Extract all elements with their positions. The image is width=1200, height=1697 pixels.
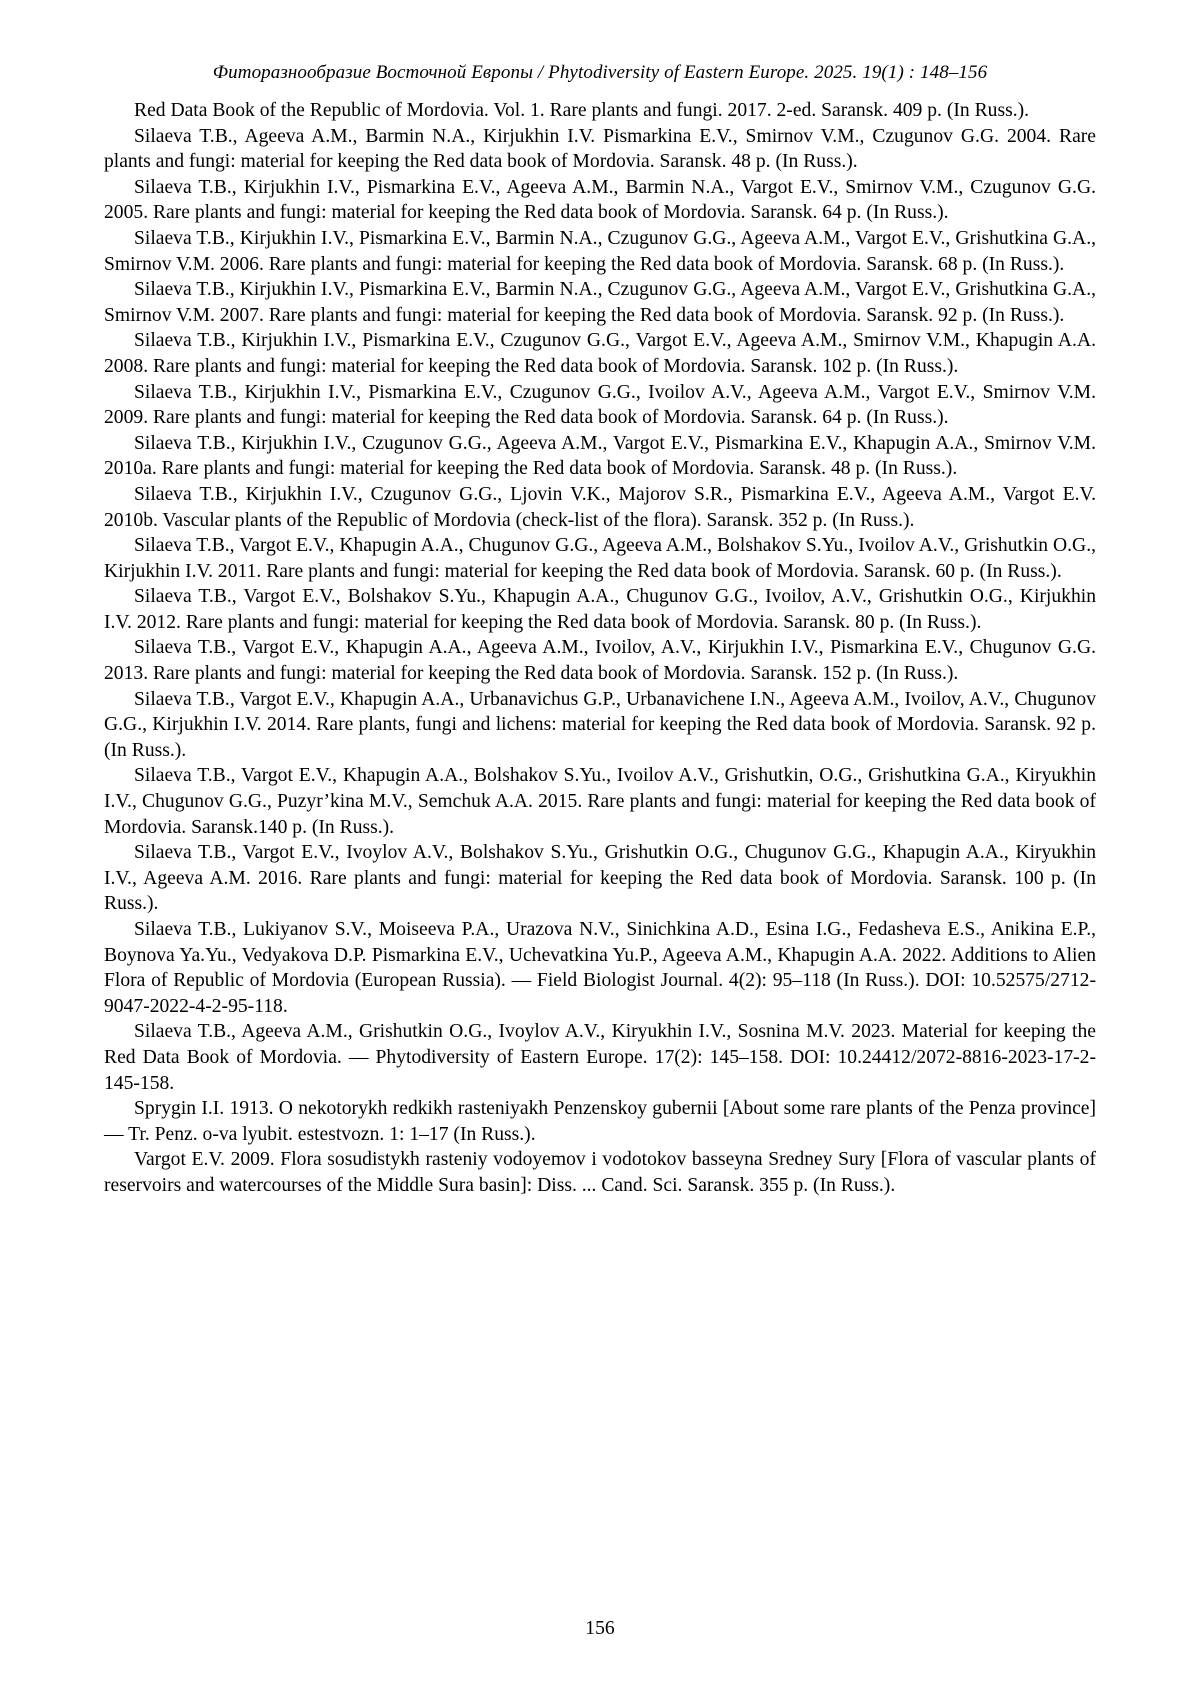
reference-item: Silaeva T.B., Kirjukhin I.V., Pismarkina E.V., Barmin N.A., Czugunov G.G., Ageeva A.M., Vargot E.V., Grishutkina G.A., Smirnov V.M. 2006. Rare plants and fungi: material for keeping the Red data book of Mordovia. Saransk. 68 p. (In Russ.). bbox=[104, 227, 1096, 275]
journal-running-header: Фиторазнообразие Восточной Европы / Phytodiversity of Eastern Europe. 2025. 19(1) : 148–156 bbox=[212, 62, 988, 83]
references-list bbox=[104, 98, 1096, 1199]
reference-item: Silaeva T.B., Vargot E.V., Bolshakov S.Yu., Khapugin A.A., Chugunov G.G., Ivoilov, A.V., Grishutkin O.G., Kirjukhin I.V. 2012. Rare plants and fungi: material for keeping the Red data book of Mordovia. Saransk. 80 p. (In Russ.). bbox=[104, 586, 1096, 633]
reference-item: Silaeva T.B., Ageeva A.M., Grishutkin O.G., Ivoylov A.V., Kiryukhin I.V., Sosnina M.V. 2023. Material for keeping the Red Data Book of Mordovia. — Phytodiversity of Eastern Europe. 17(2): 145–158. DOI: 10.24412/2072-8816-2023-17-2-145-158. bbox=[104, 1021, 1096, 1094]
reference-item: Silaeva T.B., Kirjukhin I.V., Pismarkina E.V., Ageeva A.M., Barmin N.A., Vargot E.V., Smirnov V.M., Czugunov G.G. 2005. Rare plants and fungi: material for keeping the Red data book of Mordovia. Saransk. 64 p. (In Russ.). bbox=[104, 176, 1096, 224]
reference-item: Silaeva T.B., Vargot E.V., Khapugin A.A., Ageeva A.M., Ivoilov, A.V., Kirjukhin I.V., Pismarkina E.V., Chugunov G.G. 2013. Rare plants and fungi: material for keeping the Red data book of Mordovia. Saransk. 152 p. (In Russ.). bbox=[104, 637, 1096, 685]
reference-item: Silaeva T.B., Kirjukhin I.V., Czugunov G.G., Ageeva A.M., Vargot E.V., Pismarkina E.V., Khapugin A.A., Smirnov V.M. 2010a. Rare plants and fungi: material for keeping the Red data book of Mordovia. Saransk. 48 p. (In Russ.). bbox=[104, 432, 1096, 480]
reference-item: Silaeva T.B., Vargot E.V., Khapugin A.A., Chugunov G.G., Ageeva A.M., Bolshakov S.Yu., Ivoilov A.V., Grishutkin O.G., Kirjukhin I.V. 2011. Rare plants and fungi: material for keeping the Red data book of Mordovia. Saransk. 60 p. (In Russ.). bbox=[104, 535, 1096, 582]
reference-item: Silaeva T.B., Vargot E.V., Khapugin A.A., Bolshakov S.Yu., Ivoilov A.V., Grishutkin, O.G., Grishutkina G.A., Kiryukhin I.V., Chugunov G.G., Puzyr’kina M.V., Semchuk A.A. 2015. Rare plants and fungi: material for keeping the Red data book of Mordovia. Saransk.140 p. (In Russ.). bbox=[104, 765, 1096, 838]
reference-item: Silaeva T.B., Vargot E.V., Ivoylov A.V., Bolshakov S.Yu., Grishutkin O.G., Chugunov G.G., Khapugin A.A., Kiryukhin I.V., Ageeva A.M. 2016. Rare plants and fungi: material for keeping the Red data book of Mordovia. Saransk. 100 p. (In Russ.). bbox=[104, 842, 1096, 915]
reference-item: Silaeva T.B., Vargot E.V., Khapugin A.A., Urbanavichus G.P., Urbanavichene I.N., Ageeva A.M., Ivoilov, A.V., Chugunov G.G., Kirjukhin I.V. 2014. Rare plants, fungi and lichens: material for keeping the Red data book of Mordovia. Saransk. 92 p. (In Russ.). bbox=[104, 688, 1096, 761]
reference-item: Vargot E.V. 2009. Flora sosudistykh rasteniy vodoyemov i vodotokov basseyna Sredney Sury [Flora of vascular plants of reservoirs and watercourses of the Middle Sura basin]: Diss. ... Cand. Sci. Saransk. 355 p. (In Russ.). bbox=[104, 1149, 1096, 1196]
reference-item: Silaeva T.B., Kirjukhin I.V., Pismarkina E.V., Barmin N.A., Czugunov G.G., Ageeva A.M., Vargot E.V., Grishutkina G.A., Smirnov V.M. 2007. Rare plants and fungi: material for keeping the Red data book of Mordovia. Saransk. 92 p. (In Russ.). bbox=[104, 279, 1096, 326]
reference-item: Silaeva T.B., Kirjukhin I.V., Pismarkina E.V., Czugunov G.G., Vargot E.V., Ageeva A.M., Smirnov V.M., Khapugin A.A. 2008. Rare plants and fungi: material for keeping the Red data book of Mordovia. Saransk. 102 p. (In Russ.). bbox=[104, 330, 1096, 377]
reference-item: Silaeva T.B., Kirjukhin I.V., Czugunov G.G., Ljovin V.K., Majorov S.R., Pismarkina E.V., Ageeva A.M., Vargot E.V. 2010b. Vascular plants of the Republic of Mordovia (check-list of the flora). Saransk. 352 p. (In Russ.). bbox=[104, 483, 1096, 531]
reference-item: Sprygin I.I. 1913. O nekotorykh redkikh rasteniyakh Penzenskoy gubernii [About some rare plants of the Penza province] — Tr. Penz. o-va lyubit. estestvozn. 1: 1–17 (In Russ.). bbox=[104, 1098, 1096, 1145]
page-number: 156 bbox=[585, 1618, 615, 1639]
reference-item: Silaeva T.B., Lukiyanov S.V., Moiseeva P.A., Urazova N.V., Sinichkina A.D., Esina I.G., Fedasheva E.S., Anikina E.P., Boynova Ya.Yu., Vedyakova D.P. Pismarkina E.V., Uchevatkina Yu.P., Ageeva A.M., Khapugin A.A. 2022. Additions to Alien Flora of Republic of Mordovia (European Russia). — Field Biologist Journal. 4(2): 95–118 (In Russ.). DOI: 10.52575/2712-9047-2022-4-2-95-118. bbox=[104, 919, 1096, 1017]
reference-item: Silaeva T.B., Kirjukhin I.V., Pismarkina E.V., Czugunov G.G., Ivoilov A.V., Ageeva A.M., Vargot E.V., Smirnov V.M. 2009. Rare plants and fungi: material for keeping the Red data book of Mordovia. Saransk. 64 p. (In Russ.). bbox=[104, 381, 1096, 429]
reference-item: Red Data Book of the Republic of Mordovia. Vol. 1. Rare plants and fungi. 2017. 2-ed. Saransk. 409 p. (In Russ.). bbox=[134, 100, 1030, 121]
reference-item: Silaeva T.B., Ageeva A.M., Barmin N.A., Kirjukhin I.V. Pismarkina E.V., Smirnov V.M., Czugunov G.G. 2004. Rare plants and fungi: material for keeping the Red data book of Mordovia. Saransk. 48 p. (In Russ.). bbox=[104, 125, 1096, 173]
